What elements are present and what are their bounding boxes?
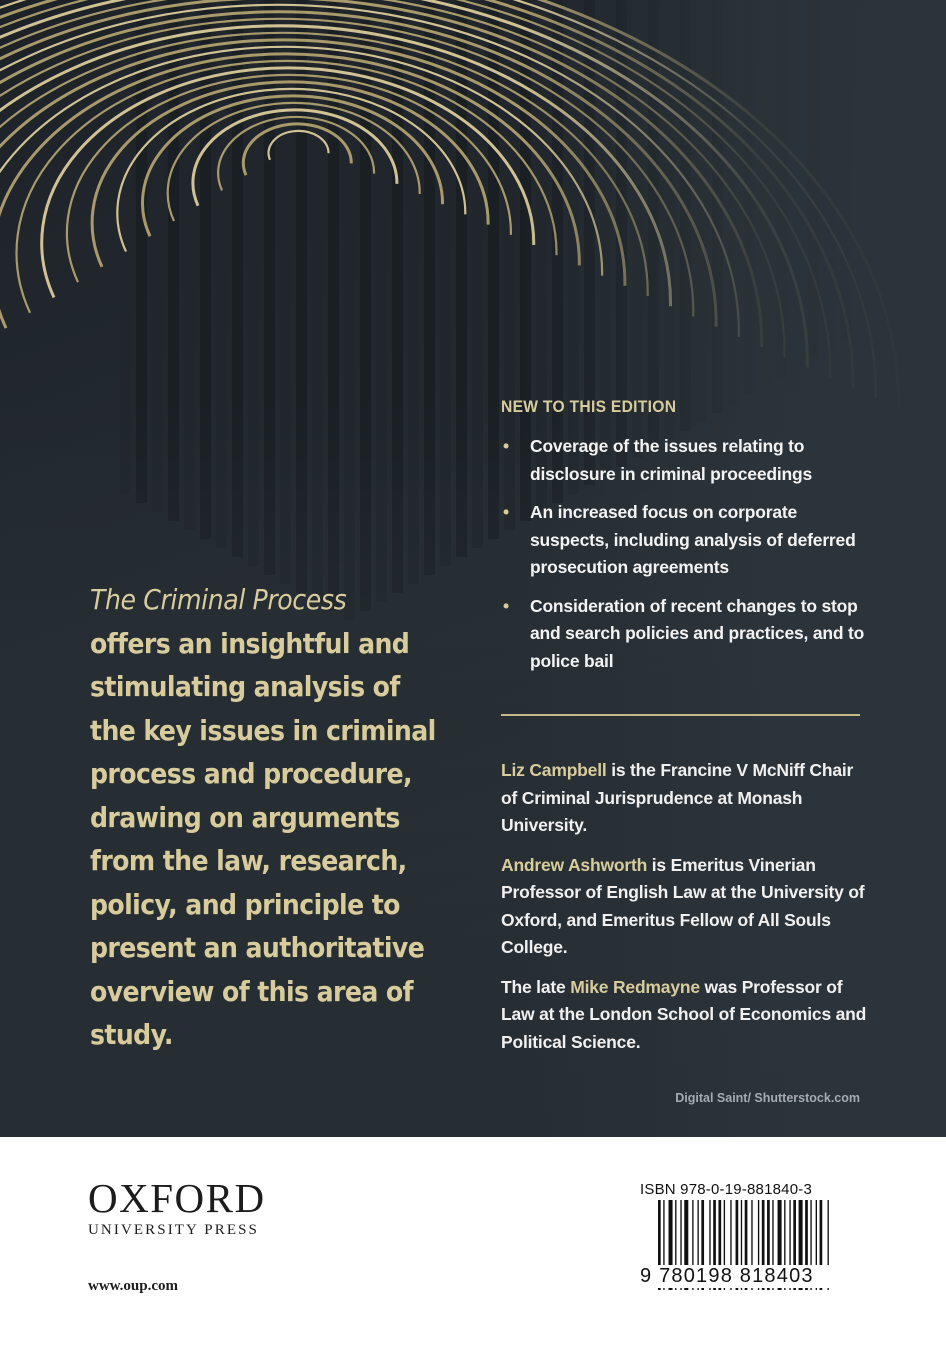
new-edition-item [501, 499, 871, 582]
author-bio-text: is the Francine V McNiff Chair of Criminal Jurisprudence at Monash University. [501, 760, 854, 835]
new-edition-heading: NEW TO THIS EDITION [501, 397, 677, 416]
new-edition-section [501, 397, 871, 686]
publisher-website[interactable]: www.oup.com [88, 1278, 179, 1294]
publisher-logo [88, 1175, 266, 1239]
bullet-dot-icon: • [503, 436, 509, 456]
author-name: Mike Redmayne [570, 976, 700, 997]
book-title: The Criminal Process [90, 583, 347, 616]
author-bios [501, 757, 871, 1068]
barcode-digits: 9 780198 818403 [640, 1265, 840, 1288]
new-edition-item-text: Coverage of the issues relating to disclosure in criminal proceedings [530, 436, 813, 484]
isbn-block [640, 1181, 840, 1292]
author-name: Andrew Ashworth [501, 854, 648, 875]
author-bio [501, 974, 871, 1057]
bullet-dot-icon: • [503, 595, 509, 616]
author-bio-text: is Emeritus Vinerian Professor of English Law at the University of Oxford, and Emeritus Fellow of All Souls College. [501, 854, 865, 957]
author-bio [501, 852, 871, 962]
bullet-dot-icon: • [503, 502, 509, 522]
blurb [90, 578, 450, 1057]
author-bio [501, 757, 871, 840]
new-edition-item-text: An increased focus on corporate suspects, including analysis of deferred prosecution agreements [530, 502, 856, 577]
author-prefix: The late [501, 976, 571, 997]
blurb-text: offers an insightful and stimulating analysis of the key issues in criminal process and procedure, drawing on arguments from the law, research, policy, and principle to present an authoritative overview of this area of study. [90, 626, 436, 1051]
publisher-subname: UNIVERSITY PRESS [88, 1222, 259, 1238]
section-divider [501, 714, 860, 716]
author-bio-text: was Professor of Law at the London School of Economics and Political Science. [501, 976, 867, 1052]
new-edition-item-text: Consideration of recent changes to stop and search policies and practices, and to police bail [530, 595, 865, 671]
new-edition-item [501, 433, 871, 488]
new-edition-item [501, 593, 871, 676]
author-name: Liz Campbell [501, 760, 607, 780]
image-credit: Digital Saint/ Shutterstock.com [675, 1091, 860, 1105]
publisher-name: OXFORD [88, 1175, 266, 1221]
isbn-label: ISBN 978-0-19-881840-3 [640, 1181, 813, 1198]
